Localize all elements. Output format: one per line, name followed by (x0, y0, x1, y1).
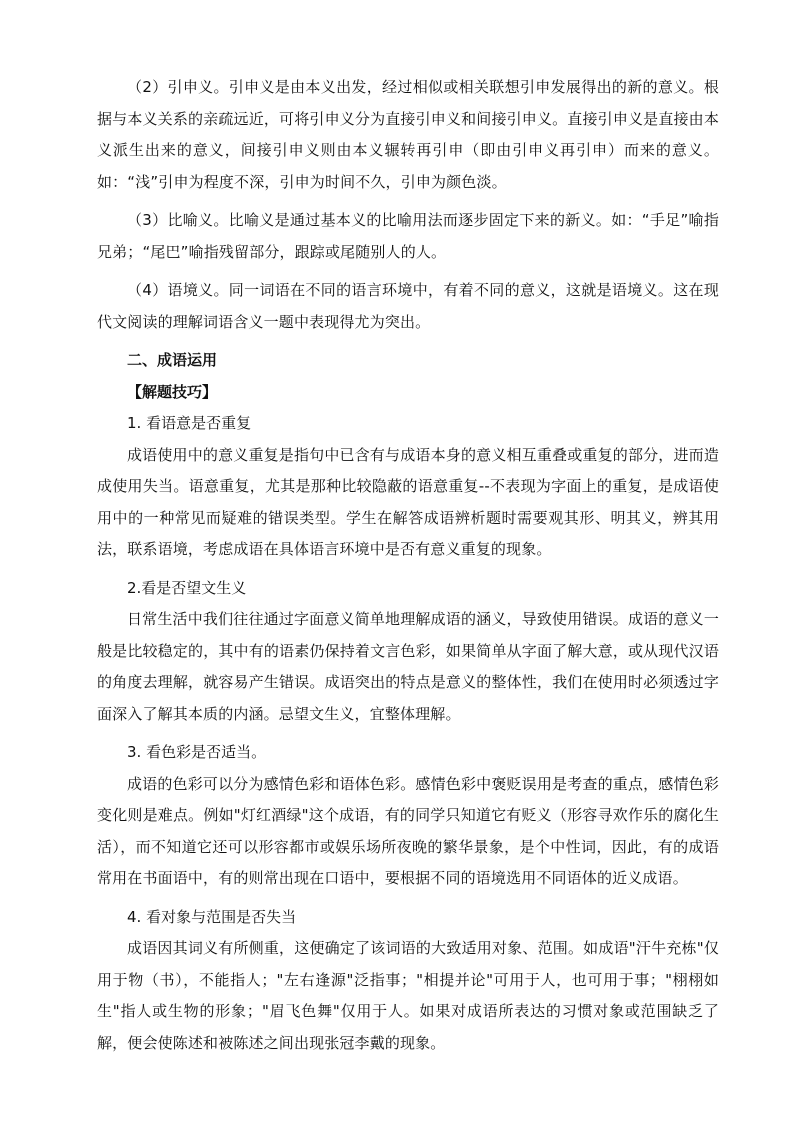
item-1-body: 成语使用中的意义重复是指句中已含有与成语本身的意义相互重叠或重复的部分，进而造成使用失当。语意重复，尤其是那种比较隐蔽的语意重复--不表现为字面上的重复，是成语使用中的一种常见而疑难的错误类型。学生在解答成语辨析题时需要观其形、明其义，辨其用法，联系语境，考虑成语在具体语言环境中是否有意义重复的现象。 (97, 445, 719, 558)
item-4-body: 成语因其词义有所侧重，这便确定了该词语的大致适用对象、范围。如成语"汗牛充栋"仅用于物（书），不能指人；"左右逢源"泛指事；"相提并论"可用于人，也可用于事；"栩栩如生"指人或生物的形象；"眉飞色舞"仅用于人。如果对成语所表达的习惯对象或范围缺乏了解，便会使陈述和被陈述之间出现张冠李戴的现象。 (97, 939, 719, 1052)
section-title: 二、成语运用 (127, 351, 218, 369)
paragraph-extended-meaning: （2）引申义。引申义是由本义出发，经过相似或相关联想引申发展得出的新的意义。根据与本义关系的亲疏远近，可将引申义分为直接引申义和间接引申义。直接引申义是直接由本义派生出来的意义，间接引申义则由本义辗转再引申（即由引申义再引申）而来的意义。如：“浅”引申为程度不深，引申为时间不久，引申为颜色淡。 (97, 78, 719, 191)
paragraph-contextual-meaning: （4）语境义。同一词语在不同的语言环境中，有着不同的意义，这就是语境义。这在现代文阅读的理解词语含义一题中表现得尤为突出。 (97, 281, 719, 331)
item-1-title: 1. 看语意是否重复 (127, 414, 252, 432)
skills-label: 【解题技巧】 (127, 382, 218, 401)
paragraph-metaphorical-meaning: （3）比喻义。比喻义是通过基本义的比喻用法而逐步固定下来的新义。如：“手足”喻指兄弟；“尾巴”喻指残留部分，跟踪或尾随别人的人。 (97, 211, 719, 261)
item-3-body: 成语的色彩可以分为感情色彩和语体色彩。感情色彩中褒贬误用是考查的重点，感情色彩变化则是难点。例如"灯红酒绿"这个成语，有的同学只知道它有贬义（形容寻欢作乐的腐化生活），而不知道它还可以形容都市或娱乐场所夜晚的繁华景象，是个中性词，因此，有的成语常用在书面语中，有的则常出现在口语中，要根据不同的语境选用不同语体的近义成语。 (97, 774, 719, 887)
item-2-body: 日常生活中我们往往通过字面意义简单地理解成语的涵义，导致使用错误。成语的意义一般是比较稳定的，其中有的语素仍保持着文言色彩，如果简单从字面了解大意，或从现代汉语的角度去理解，就容易产生错误。成语突出的特点是意义的整体性，我们在使用时必须透过字面深入了解其本质的内涵。忌望文生义，宜整体理解。 (97, 610, 719, 723)
document-page (97, 72, 719, 1066)
item-3-title: 3. 看色彩是否适当。 (127, 743, 267, 761)
item-4-title: 4. 看对象与范围是否失当 (127, 907, 297, 926)
item-2-title: 2.看是否望文生义 (127, 578, 247, 597)
